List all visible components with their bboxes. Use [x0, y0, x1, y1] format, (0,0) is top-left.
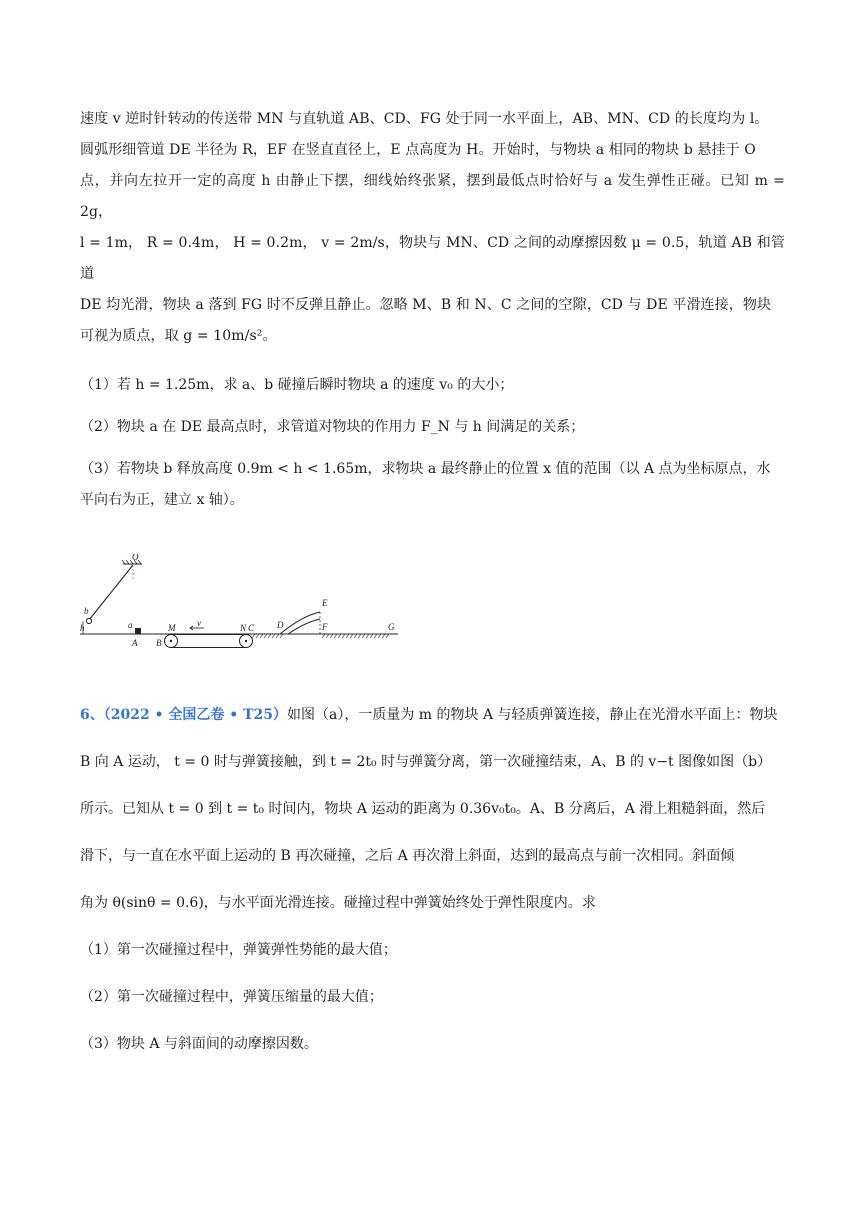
label-O: O	[132, 554, 139, 562]
stem-line-6: 可视为质点，取 g = 10m/s²。	[80, 328, 277, 344]
label-A: A	[132, 638, 138, 648]
stem-line-1: 速度 v 逆时针转动的传送带 MN 与直轨道 AB、CD、FG 处于同一水平面上，AB、MN、CD 的长度均为 l。	[80, 111, 769, 127]
sub-question-3-cont: 平向右为正，建立 x 轴）。	[80, 492, 244, 508]
problem-6-first-line	[80, 700, 785, 731]
label-F: F	[322, 622, 328, 632]
problem-6-sub-3: （3）物块 A 与斜面间的动摩擦因数。	[80, 1036, 318, 1052]
apparatus-diagram	[80, 554, 410, 652]
problem-6	[80, 700, 785, 1060]
label-a: a	[128, 620, 133, 630]
problem-6-sub-1: （1）第一次碰撞过程中，弹簧弹性势能的最大值；	[80, 942, 397, 958]
label-v: v	[197, 618, 201, 628]
stem-line-4: l = 1m， R = 0.4m， H = 0.2m， v = 2m/s，物块与 MN、CD 之间的动摩擦因数 μ = 0.5，轨道 AB 和管道	[80, 235, 785, 282]
label-N: N	[240, 623, 247, 633]
apparatus-figure	[80, 554, 410, 652]
sub-question-1: （1）若 h = 1.25m，求 a、b 碰撞后瞬时物块 a 的速度 v₀ 的大小；	[80, 377, 514, 393]
problem-6-line-5: 角为 θ(sinθ = 0.6)，与水平面光滑连接。碰撞过程中弹簧始终处于弹性限度内。求	[80, 895, 596, 911]
label-b: b	[84, 606, 89, 616]
stem-line-3: 点，并向左拉开一定的高度 h 由静止下摆，细线始终张紧，摆到最低点时恰好与 a 发生弹性正碰。已知 m = 2g，	[80, 173, 785, 220]
block-a	[135, 628, 141, 634]
label-G: G	[388, 622, 395, 632]
sub-question-3: （3）若物块 b 释放高度 0.9m < h < 1.65m，求物块 a 最终静止的位置 x 值的范围（以 A 点为坐标原点，水	[80, 461, 771, 477]
label-B: B	[156, 638, 162, 648]
label-E: E	[322, 598, 328, 608]
problem-6-line-2: B 向 A 运动， t = 0 时与弹簧接触，到 t = 2t₀ 时与弹簧分离，第一次碰撞结束，A、B 的 v−t 图像如图（b）	[80, 754, 772, 770]
label-M: M	[168, 623, 176, 633]
label-D: D	[277, 620, 284, 630]
label-h: h	[80, 623, 85, 633]
problem-6-label: 6、（2022 • 全国乙卷 • T25）	[80, 707, 287, 723]
stem-line-2: 圆弧形细管道 DE 半径为 R，EF 在竖直直径上，E 点高度为 H。开始时，与物块 a 相同的物块 b 悬挂于 O	[80, 142, 756, 158]
document-page	[80, 104, 785, 1060]
problem-6-line-3: 所示。已知从 t = 0 到 t = t₀ 时间内，物块 A 运动的距离为 0.36v₀t₀。A、B 分离后，A 滑上粗糙斜面，然后	[80, 801, 766, 817]
stem-line-5: DE 均光滑，物块 a 落到 FG 时不反弹且静止。忽略 M、B 和 N、C 之间的空隙，CD 与 DE 平滑连接，物块	[80, 297, 772, 313]
problem-6-stem-first: 如图（a），一质量为 m 的物块 A 与轻质弹簧连接，静止在光滑水平面上：物块	[287, 707, 778, 723]
problem-5	[80, 104, 785, 652]
problem-6-sub-2: （2）第一次碰撞过程中，弹簧压缩量的最大值；	[80, 989, 383, 1005]
label-C: C	[248, 623, 255, 633]
problem-6-line-4: 滑下，与一直在水平面上运动的 B 再次碰撞，之后 A 再次滑上斜面，达到的最高点与前一次相同。斜面倾	[80, 848, 735, 864]
sub-question-2: （2）物块 a 在 DE 最高点时，求管道对物块的作用力 F_N 与 h 间满足的关系；	[80, 419, 585, 435]
